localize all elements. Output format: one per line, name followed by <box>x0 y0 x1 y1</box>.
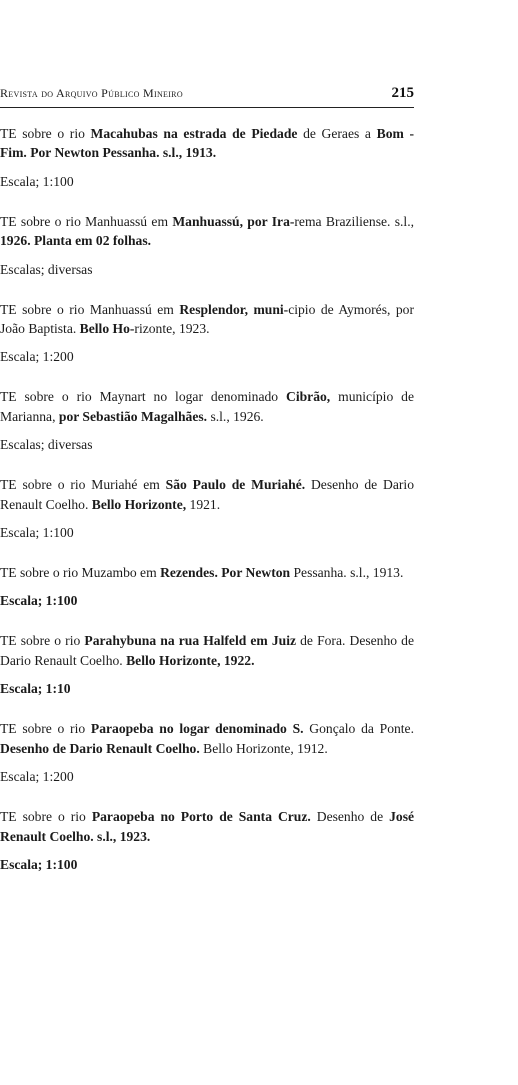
entry-description <box>0 807 414 846</box>
entry-text-run: TE sobre o rio Manhuassú em <box>0 213 173 229</box>
entry-text-run: 1921. <box>186 496 221 512</box>
entry-text-run: TE sobre o rio <box>0 809 92 825</box>
entry-text-run: cipio de Aymorés, por João Baptista. <box>0 301 415 337</box>
entry-scale: Escalas; diversas <box>0 261 93 277</box>
entry-description <box>0 563 414 582</box>
entry-scale: Escala; 1:100 <box>0 593 78 609</box>
entry-text-run: TE sobre o rio Maynart no logar denominado <box>0 389 287 405</box>
header-rule <box>0 107 414 108</box>
entry-text-run: TE sobre o rio <box>0 721 91 737</box>
entry-text-run: Bello Ho- <box>79 321 135 337</box>
catalog-entry <box>0 300 414 367</box>
entry-text-run: de Fora. Desenho de Dario Renault Coelho. <box>0 633 415 668</box>
entry-description <box>0 387 414 426</box>
entry-text-run: Macahubas na estrada de Piedade <box>90 126 298 141</box>
catalog-entry <box>0 212 414 279</box>
entry-text-run: por Sebastião Magalhães. <box>58 408 208 424</box>
catalog-entry <box>0 124 414 191</box>
entry-text-run: rema Braziliense. s.l., <box>294 213 414 229</box>
entry-text-run: Desenho de Dario Renault Coelho. <box>0 477 415 512</box>
catalog-entry <box>0 631 414 698</box>
catalog-entry <box>0 387 414 454</box>
journal-title: Revista do Arquivo Público Mineiro <box>0 86 183 100</box>
entry-scale: Escala; 1:10 <box>0 681 71 697</box>
entry-text-run: s.l., 1913. <box>159 145 217 161</box>
catalog-entries <box>0 124 414 895</box>
entry-text-run: TE sobre o rio Manhuassú em <box>0 301 180 317</box>
page-number: 215 <box>391 85 414 101</box>
entry-text-run: Parahybuna na rua Halfeld em Juiz <box>84 633 297 649</box>
entry-description <box>0 124 414 163</box>
entry-text-run: Paraopeba no Porto de Santa Cruz. <box>91 809 311 825</box>
entry-text-run: Bello Horizonte, <box>91 496 187 512</box>
entry-text-run: s.l., 1926. <box>207 408 264 424</box>
entry-scale: Escalas; diversas <box>0 437 93 453</box>
entry-description <box>0 212 414 251</box>
entry-text-run: Rezendes. Por Newton <box>160 565 291 581</box>
entry-text-run: TE sobre o rio <box>0 126 91 141</box>
entry-text-run: Bom - Fim. Por Newton Pessanha. <box>0 126 414 161</box>
entry-description <box>0 631 414 670</box>
entry-text-run: rizonte, 1923. <box>134 321 210 337</box>
catalog-entry <box>0 719 414 786</box>
entry-text-run: Gonçalo da Ponte. <box>303 721 414 737</box>
entry-text-run: Bello Horizonte, 1922. <box>126 652 255 668</box>
entry-text-run: Pessanha. s.l., 1913. <box>290 565 404 581</box>
entry-text-run: TE sobre o rio Muriahé em <box>0 477 166 493</box>
entry-text-run: São Paulo de Muriahé. <box>165 477 306 493</box>
catalog-entry <box>0 807 414 874</box>
entry-text-run: Manhuassú, por Ira- <box>172 213 295 229</box>
entry-text-run: TE sobre o rio <box>0 633 85 649</box>
entry-text-run: Desenho de Dario Renault Coelho. <box>0 740 200 756</box>
entry-text-run: Desenho de <box>310 809 390 825</box>
entry-text-run: TE sobre o rio Muzambo em <box>0 565 161 581</box>
running-header <box>0 86 414 108</box>
entry-description <box>0 719 414 758</box>
entry-scale: Escala; 1:200 <box>0 769 74 785</box>
entry-text-run: município de Marianna, <box>0 389 414 424</box>
entry-scale: Escala; 1:100 <box>0 856 78 872</box>
entry-text-run: Paraopeba no logar denominado S. <box>90 721 304 737</box>
entry-text-run: José Renault Coelho. s.l., 1923. <box>0 809 415 844</box>
entry-description <box>0 300 414 339</box>
catalog-entry <box>0 475 414 542</box>
entry-text-run: de Geraes a <box>297 126 377 141</box>
entry-text-run: Cibrão, <box>286 389 331 405</box>
entry-description <box>0 475 414 514</box>
entry-scale: Escala; 1:100 <box>0 525 74 541</box>
entry-text-run: 1926. Planta em 02 folhas. <box>0 233 152 249</box>
entry-text-run: Bello Horizonte, 1912. <box>199 740 328 756</box>
entry-scale: Escala; 1:200 <box>0 349 74 365</box>
entry-text-run: Resplendor, muni- <box>179 301 289 317</box>
catalog-entry <box>0 563 414 610</box>
entry-scale: Escala; 1:100 <box>0 173 74 189</box>
